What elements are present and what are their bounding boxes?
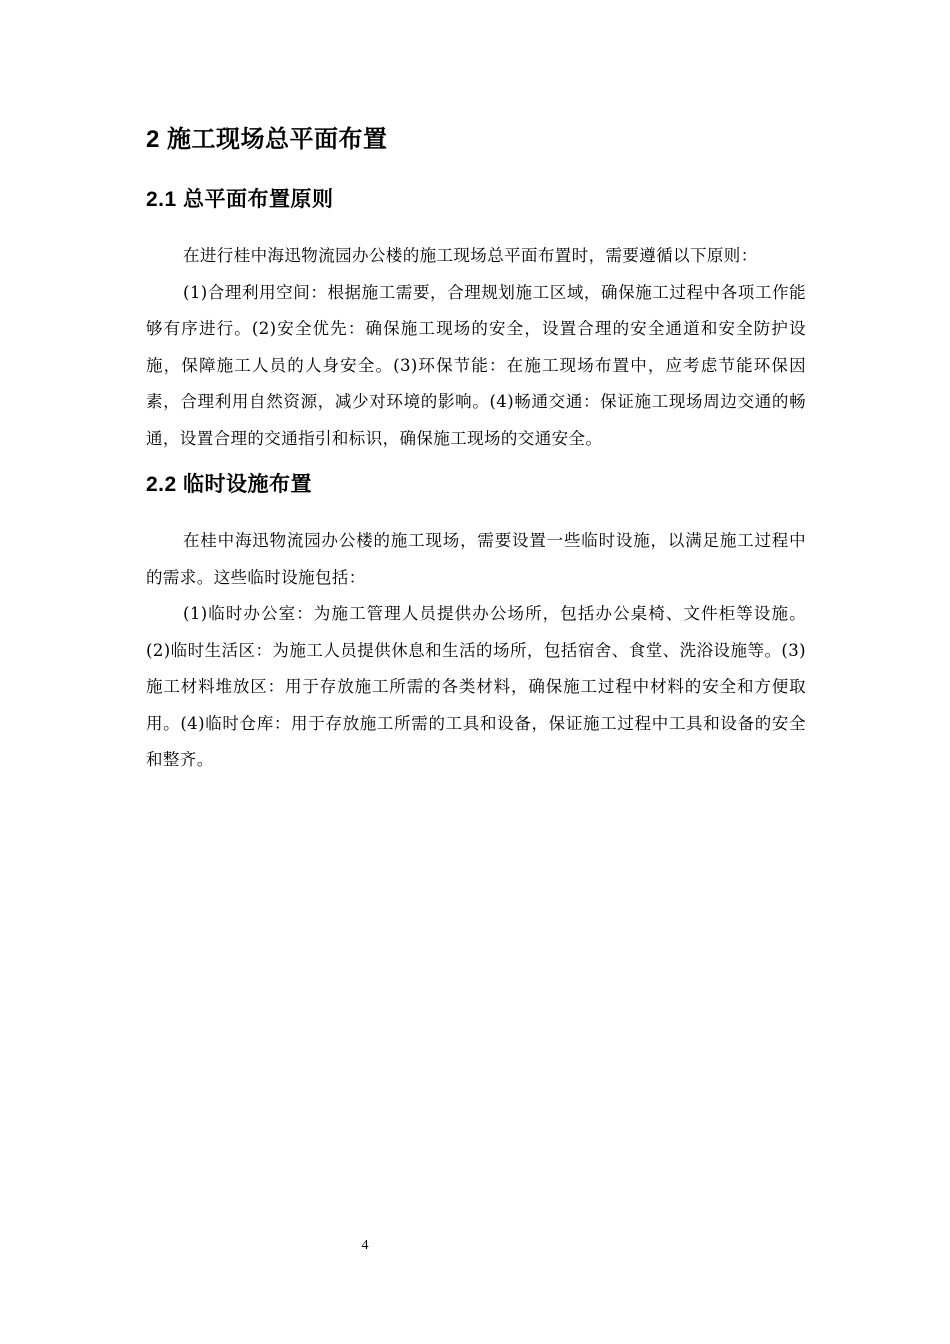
paragraph-intro-principles: 在进行桂中海迅物流园办公楼的施工现场总平面布置时，需要遵循以下原则：	[183, 246, 758, 265]
chapter-heading: 2 施工现场总平面布置	[146, 126, 388, 153]
paragraph-principles-list: (1)合理利用空间：根据施工需要，合理规划施工区域，确保施工过程中各项工作能够有序进行。(2)安全优先：确保施工现场的安全，设置合理的安全通道和安全防护设施，保障施工人员的人身安全。(3)环保节能：在施工现场布置中，应考虑节能环保因素，合理利用自然资源，减少对环境的影响。(4)畅通交通：保证施工现场周边交通的畅通，设置合理的交通指引和标识，确保施工现场的交通安全。	[146, 282, 806, 448]
section-2-2	[146, 465, 806, 779]
section-heading-2-1: 2.1 总平面布置原则	[146, 188, 334, 211]
paragraph-facilities-list: (1)临时办公室：为施工管理人员提供办公场所，包括办公桌椅、文件柜等设施。(2)临时生活区：为施工人员提供休息和生活的场所，包括宿舍、食堂、洗浴设施等。(3)施工材料堆放区：用于存放施工所需的各类材料，确保施工过程中材料的安全和方便取用。(4)临时仓库：用于存放施工所需的工具和设备，保证施工过程中工具和设备的安全和整齐。	[146, 604, 806, 769]
page-content	[146, 118, 806, 779]
section-heading-2-2: 2.2 临时设施布置	[146, 473, 313, 496]
section-2-1	[146, 180, 806, 457]
paragraph-intro-facilities: 在桂中海迅物流园办公楼的施工现场，需要设置一些临时设施，以满足施工过程中的需求。这些临时设施包括：	[146, 531, 806, 587]
page-number: 4	[361, 1238, 369, 1253]
